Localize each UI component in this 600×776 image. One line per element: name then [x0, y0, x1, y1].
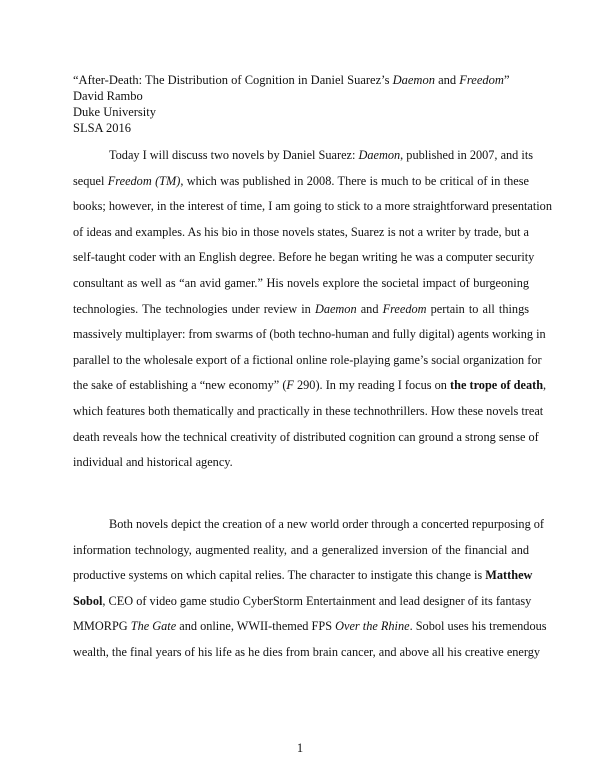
text-line: wealth, the final years of his life as he dies from brain cancer, and above all his creative energy: [73, 644, 541, 659]
text-line: consultant as well as “an avid gamer.” His novels explore the societal impact of burgeoning: [73, 275, 529, 290]
text-line: death reveals how the technical creativity of distributed cognition can ground a strong sense of: [73, 429, 539, 444]
paragraph-1: [73, 147, 552, 480]
text-line: technologies. The technologies under review in Daemon and Freedom pertain to all things: [73, 301, 529, 316]
paper-title: “After-Death: The Distribution of Cognition in Daniel Suarez’s Daemon and Freedom”: [73, 73, 510, 87]
conference-name: SLSA 2016: [73, 121, 132, 135]
text-line: Both novels depict the creation of a new world order through a concerted repurposing of: [109, 517, 545, 531]
text-line: productive systems on which capital relies. The character to instigate this change is Matthew: [73, 568, 533, 583]
text-line: which features both thematically and practically in these technothrillers. How these novels treat: [73, 403, 544, 418]
affiliation: Duke University: [73, 105, 156, 119]
text-line: self-taught coder with an English degree. Before he began writing he was a computer security: [73, 250, 535, 265]
text-line: books; however, in the interest of time, I am going to stick to a more straightforward presentation: [73, 199, 552, 214]
document-header: [73, 72, 510, 136]
text-line: massively multiplayer: from swarms of (both techno-human and fully digital) agents working in: [73, 327, 546, 342]
author-name: David Rambo: [73, 89, 143, 103]
text-line: MMORPG The Gate and online, WWII-themed FPS Over the Rhine. Sobol uses his tremendous: [73, 619, 547, 634]
page-number: 1: [296, 741, 304, 755]
paragraph-2: [73, 516, 547, 670]
text-line: of ideas and examples. As his bio in those novels states, Suarez is not a writer by trade, but a: [73, 224, 529, 239]
text-line: parallel to the wholesale export of a fictional online role-playing game’s social organization for: [73, 352, 542, 367]
text-line: information technology, augmented reality, and a generalized inversion of the financial and: [73, 542, 529, 557]
text-line: sequel Freedom (TM), which was published in 2008. There is much to be critical of in these: [73, 173, 529, 188]
text-line: Today I will discuss two novels by Daniel Suarez: Daemon, published in 2007, and its: [109, 148, 534, 162]
text-line: Sobol, CEO of video game studio CyberStorm Entertainment and lead designer of its fantasy: [73, 593, 532, 608]
text-line: the sake of establishing a “new economy” (F 290). In my reading I focus on the trope of death,: [73, 378, 547, 393]
text-line: individual and historical agency.: [73, 455, 233, 470]
